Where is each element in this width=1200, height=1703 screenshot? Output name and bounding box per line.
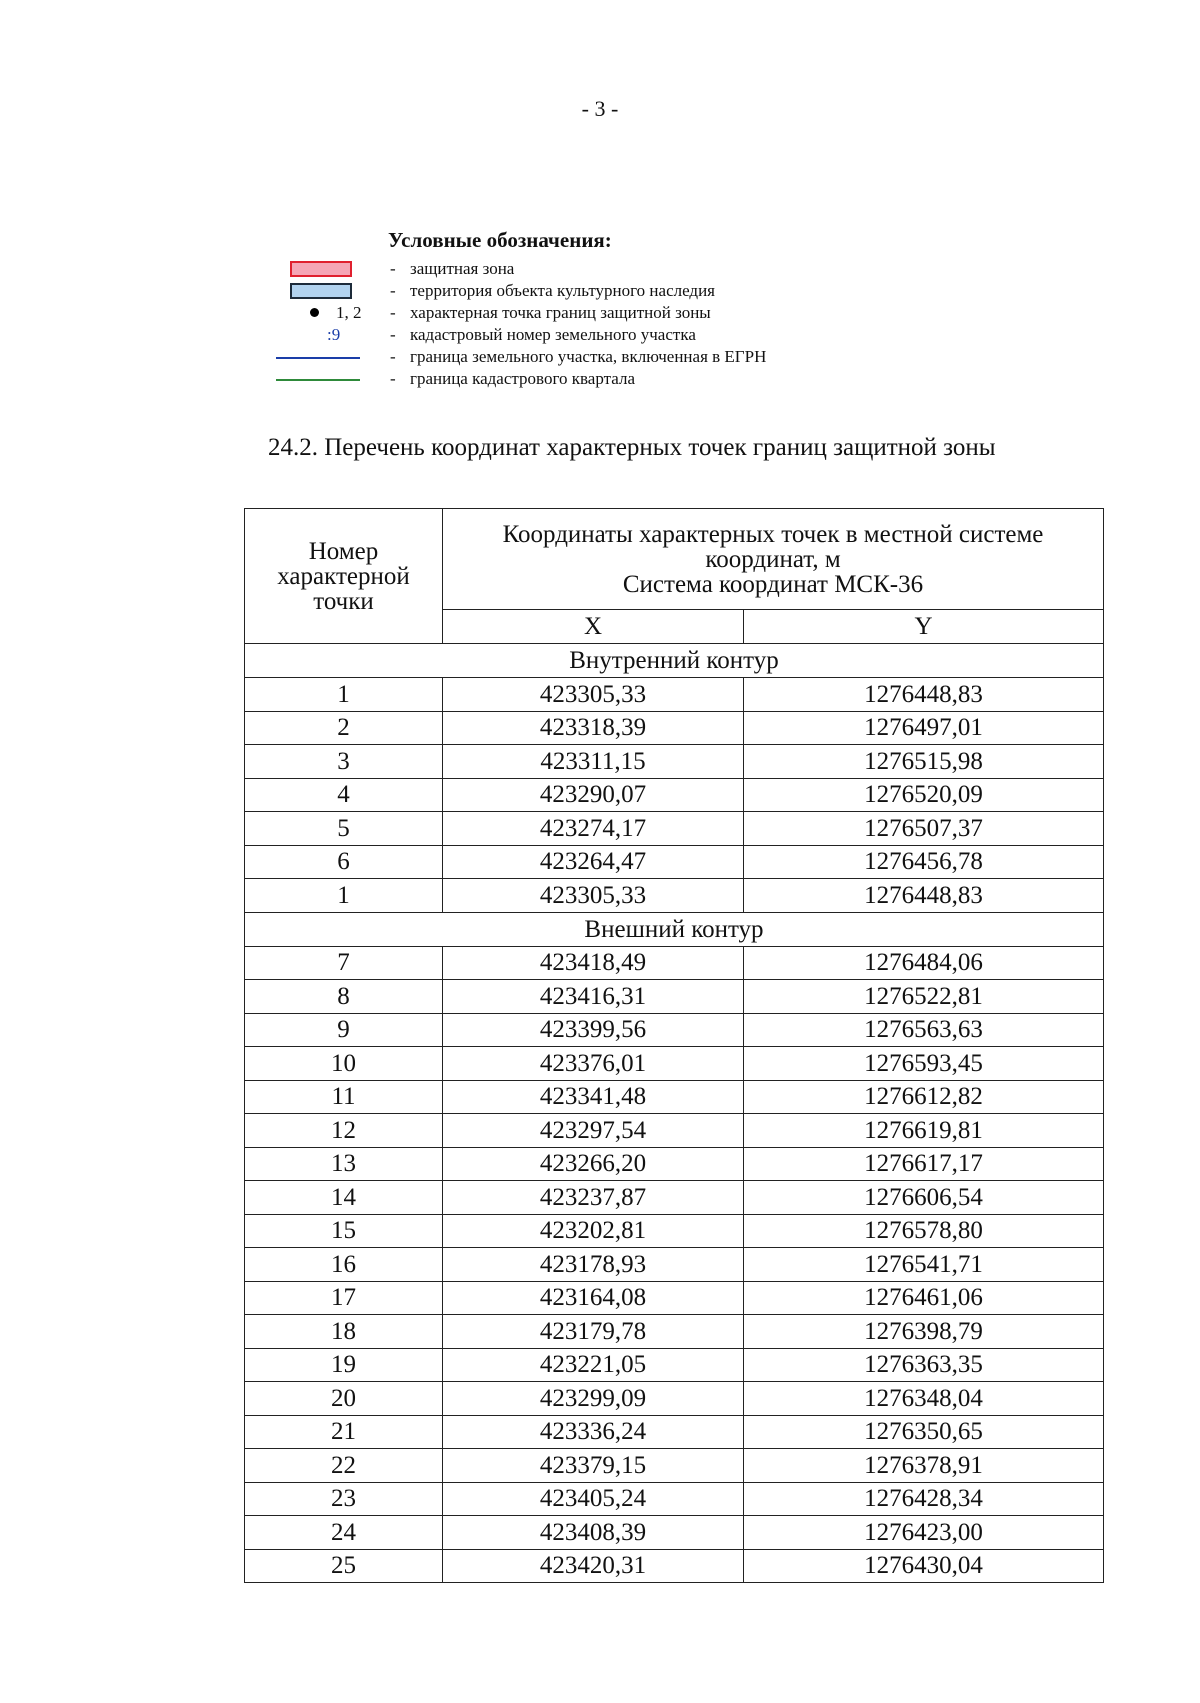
cell-y: 1276430,04	[744, 1549, 1104, 1583]
table-row	[245, 1281, 1104, 1315]
cell-y: 1276456,78	[744, 845, 1104, 879]
cell-point-number: 11	[245, 1080, 443, 1114]
cell-y: 1276563,63	[744, 1013, 1104, 1047]
header-y: Y	[744, 610, 1104, 644]
cell-x: 423299,09	[443, 1382, 744, 1416]
section-title-cell: Внутренний контур	[245, 644, 1104, 678]
section-row	[245, 644, 1104, 678]
cell-point-number: 3	[245, 745, 443, 779]
cell-y: 1276619,81	[744, 1114, 1104, 1148]
cell-x: 423266,20	[443, 1147, 744, 1181]
cell-y: 1276350,65	[744, 1415, 1104, 1449]
parcel-boundary-line-icon	[276, 357, 360, 359]
cell-point-number: 4	[245, 778, 443, 812]
cell-point-number: 23	[245, 1482, 443, 1516]
cell-y: 1276617,17	[744, 1147, 1104, 1181]
cell-y: 1276378,91	[744, 1449, 1104, 1483]
table-row	[245, 1181, 1104, 1215]
legend-item-characteristic-point: 1, 2 - характерная точка границ защитной зоны	[270, 303, 1170, 325]
cell-y: 1276363,35	[744, 1348, 1104, 1382]
cell-point-number: 25	[245, 1549, 443, 1583]
table-row	[245, 1382, 1104, 1416]
section-row	[245, 912, 1104, 946]
cell-y: 1276461,06	[744, 1281, 1104, 1315]
cadastral-number-symbol: :9	[327, 325, 341, 344]
cell-x: 423336,24	[443, 1415, 744, 1449]
section-title-cell: Внешний контур	[245, 912, 1104, 946]
table-row	[245, 1013, 1104, 1047]
cell-point-number: 13	[245, 1147, 443, 1181]
cell-x: 423405,24	[443, 1482, 744, 1516]
cell-point-number: 9	[245, 1013, 443, 1047]
heritage-territory-swatch-icon	[290, 283, 352, 299]
cell-point-number: 10	[245, 1047, 443, 1081]
cell-y: 1276423,00	[744, 1516, 1104, 1550]
cell-y: 1276541,71	[744, 1248, 1104, 1282]
cell-x: 423305,33	[443, 879, 744, 913]
cell-y: 1276398,79	[744, 1315, 1104, 1349]
table-row	[245, 711, 1104, 745]
table-row	[245, 1348, 1104, 1382]
table-row	[245, 1315, 1104, 1349]
header-x: X	[443, 610, 744, 644]
cell-point-number: 24	[245, 1516, 443, 1550]
cell-point-number: 16	[245, 1248, 443, 1282]
table-row	[245, 678, 1104, 712]
cell-point-number: 7	[245, 946, 443, 980]
cell-x: 423164,08	[443, 1281, 744, 1315]
cell-x: 423341,48	[443, 1080, 744, 1114]
table-row	[245, 812, 1104, 846]
section-title: 24.2. Перечень координат характерных точек границ защитной зоны	[268, 434, 996, 461]
table-row	[245, 1080, 1104, 1114]
table-row	[245, 1482, 1104, 1516]
cell-point-number: 18	[245, 1315, 443, 1349]
cell-y: 1276515,98	[744, 745, 1104, 779]
table-row	[245, 879, 1104, 913]
point-symbol-label: 1, 2	[336, 303, 362, 322]
cell-point-number: 6	[245, 845, 443, 879]
cell-y: 1276578,80	[744, 1214, 1104, 1248]
cell-point-number: 12	[245, 1114, 443, 1148]
legend-item-label: граница кадастрового квартала	[410, 369, 635, 388]
cell-point-number: 14	[245, 1181, 443, 1215]
header-point-number: Номер характерной точки	[245, 509, 443, 644]
legend-title: Условные обозначения:	[388, 228, 612, 252]
cell-x: 423408,39	[443, 1516, 744, 1550]
table-row	[245, 845, 1104, 879]
cell-x: 423178,93	[443, 1248, 744, 1282]
cell-point-number: 22	[245, 1449, 443, 1483]
legend-item-heritage-territory: - территория объекта культурного наследия	[270, 281, 1170, 303]
legend-item-label: защитная зона	[410, 259, 515, 278]
cell-x: 423311,15	[443, 745, 744, 779]
cell-y: 1276448,83	[744, 678, 1104, 712]
cell-y: 1276522,81	[744, 980, 1104, 1014]
cell-y: 1276448,83	[744, 879, 1104, 913]
legend-item-quarter-boundary: - граница кадастрового квартала	[270, 369, 1170, 391]
cell-point-number: 20	[245, 1382, 443, 1416]
table-row	[245, 1248, 1104, 1282]
cell-y: 1276428,34	[744, 1482, 1104, 1516]
cell-x: 423420,31	[443, 1549, 744, 1583]
cell-x: 423416,31	[443, 980, 744, 1014]
cell-point-number: 5	[245, 812, 443, 846]
cell-y: 1276593,45	[744, 1047, 1104, 1081]
legend-item-label: граница земельного участка, включенная в ЕГРН	[410, 347, 767, 366]
coordinates-table	[244, 508, 1104, 1583]
table-row	[245, 1047, 1104, 1081]
cell-y: 1276497,01	[744, 711, 1104, 745]
cell-y: 1276520,09	[744, 778, 1104, 812]
cell-y: 1276606,54	[744, 1181, 1104, 1215]
cell-y: 1276348,04	[744, 1382, 1104, 1416]
table-row	[245, 1214, 1104, 1248]
table-row	[245, 778, 1104, 812]
cell-point-number: 8	[245, 980, 443, 1014]
table-row	[245, 1449, 1104, 1483]
cell-x: 423290,07	[443, 778, 744, 812]
table-row	[245, 1549, 1104, 1583]
cell-point-number: 21	[245, 1415, 443, 1449]
legend-item-parcel-boundary: - граница земельного участка, включенная в ЕГРН	[270, 347, 1170, 369]
page-number: - 3 -	[581, 96, 619, 121]
table-row	[245, 980, 1104, 1014]
cell-x: 423274,17	[443, 812, 744, 846]
cell-x: 423202,81	[443, 1214, 744, 1248]
cell-point-number: 1	[245, 678, 443, 712]
cell-y: 1276484,06	[744, 946, 1104, 980]
cell-x: 423305,33	[443, 678, 744, 712]
table-row	[245, 1147, 1104, 1181]
cell-x: 423221,05	[443, 1348, 744, 1382]
cell-x: 423318,39	[443, 711, 744, 745]
cell-x: 423376,01	[443, 1047, 744, 1081]
cell-x: 423179,78	[443, 1315, 744, 1349]
legend-item-label: кадастровый номер земельного участка	[410, 325, 696, 344]
table-body	[245, 644, 1104, 1583]
quarter-boundary-line-icon	[276, 379, 360, 381]
cell-point-number: 19	[245, 1348, 443, 1382]
cell-x: 423237,87	[443, 1181, 744, 1215]
cell-x: 423399,56	[443, 1013, 744, 1047]
legend-item-label: территория объекта культурного наследия	[410, 281, 715, 300]
cell-x: 423379,15	[443, 1449, 744, 1483]
legend-item-protective-zone: - защитная зона	[270, 259, 1170, 281]
cell-point-number: 15	[245, 1214, 443, 1248]
cell-point-number: 2	[245, 711, 443, 745]
cell-y: 1276507,37	[744, 812, 1104, 846]
table-row	[245, 1415, 1104, 1449]
legend-item-cadastral-number: :9 - кадастровый номер земельного участка	[327, 325, 696, 344]
protective-zone-swatch-icon	[290, 261, 352, 277]
cell-y: 1276612,82	[744, 1080, 1104, 1114]
table-row	[245, 1516, 1104, 1550]
point-dot-icon	[310, 308, 319, 317]
legend-item-label: характерная точка границ защитной зоны	[410, 303, 711, 322]
table-row	[245, 946, 1104, 980]
cell-point-number: 17	[245, 1281, 443, 1315]
cell-x: 423264,47	[443, 845, 744, 879]
cell-point-number: 1	[245, 879, 443, 913]
table-row	[245, 1114, 1104, 1148]
table-row	[245, 745, 1104, 779]
header-coordinates: Координаты характерных точек в местной системе координат, м Система координат МСК-36	[443, 509, 1104, 610]
cell-x: 423297,54	[443, 1114, 744, 1148]
cell-x: 423418,49	[443, 946, 744, 980]
